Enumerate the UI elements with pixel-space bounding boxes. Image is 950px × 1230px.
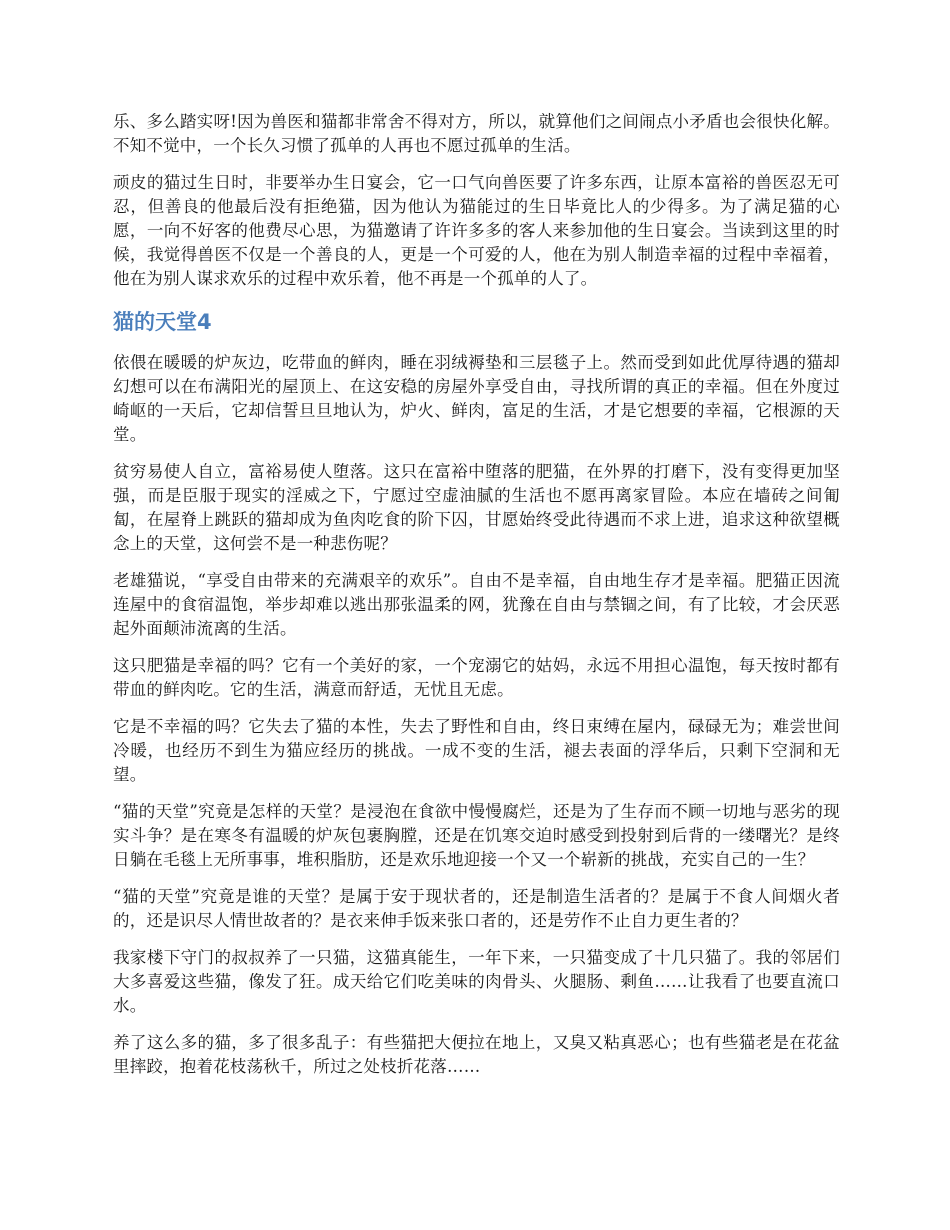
- paragraph: 老雄猫说，“享受自由带来的充满艰辛的欢乐”。自由不是幸福，自由地生存才是幸福。肥猫正因流连屋中的食宿温饱，举步却难以逃出那张温柔的网，犹豫在自由与禁锢之间，有了比较，才会厌恶起外面颠沛流离的生活。: [113, 571, 840, 638]
- paragraph: 贫穷易使人自立，富裕易使人堕落。这只在富裕中堕落的肥猫，在外界的打磨下，没有变得更加坚强，而是臣服于现实的淫威之下，宁愿过空虚油腻的生活也不愿再离家冒险。本应在墙砖之间匍匐，在屋脊上跳跃的猫却成为鱼肉吃食的阶下囚，甘愿始终受此待遇而不求上进，追求这种欲望概念上的天堂，这何尝不是一种悲伤呢？: [113, 462, 840, 553]
- document-body: [113, 110, 840, 1092]
- paragraph: 依偎在暖暖的炉灰边，吃带血的鲜肉，睡在羽绒褥垫和三层毯子上。然而受到如此优厚待遇的猫却幻想可以在布满阳光的屋顶上、在这安稳的房屋外享受自由，寻找所谓的真正的幸福。但在外度过崎岖的一天后，它却信誓旦旦地认为，炉火、鲜肉，富足的生活，才是它想要的幸福，它根源的天堂。: [113, 353, 840, 444]
- paragraph: 顽皮的猫过生日时，非要举办生日宴会，它一口气向兽医要了许多东西，让原本富裕的兽医忍无可忍，但善良的他最后没有拒绝猫，因为他认为猫能过的生日毕竟比人的少得多。为了满足猫的心愿，一向不好客的他费尽心思，为猫邀请了许许多多的客人来参加他的生日宴会。当读到这里的时候，我觉得兽医不仅是一个善良的人，更是一个可爱的人，他在为别人制造幸福的过程中幸福着，他在为别人谋求欢乐的过程中欢乐着，他不再是一个孤单的人了。: [113, 173, 840, 288]
- paragraph: “猫的天堂”究竟是谁的天堂？是属于安于现状者的，还是制造生活者的？是属于不食人间烟火者的，还是识尽人情世故者的？是衣来伸手饭来张口者的，还是劳作不止自力更生者的？: [113, 887, 840, 930]
- paragraph: 养了这么多的猫，多了很多乱子：有些猫把大便拉在地上，又臭又粘真恶心；也有些猫老是在花盆里摔跤，抱着花枝荡秋千，所过之处枝折花落……: [113, 1033, 840, 1076]
- paragraph: 乐、多么踏实呀!因为兽医和猫都非常舍不得对方，所以，就算他们之间闹点小矛盾也会很快化解。不知不觉中，一个长久习惯了孤单的人再也不愿过孤单的生活。: [113, 112, 840, 155]
- paragraph: 这只肥猫是幸福的吗？它有一个美好的家，一个宠溺它的姑妈，永远不用担心温饱，每天按时都有带血的鲜肉吃。它的生活，满意而舒适，无忧且无虑。: [113, 656, 840, 699]
- paragraph: “猫的天堂”究竟是怎样的天堂？是浸泡在食欲中慢慢腐烂，还是为了生存而不顾一切地与恶劣的现实斗争？是在寒冬有温暖的炉灰包裹胸膛，还是在饥寒交迫时感受到投射到后背的一缕曙光？是终日躺在毛毯上无所事事，堆积脂肪，还是欢乐地迎接一个又一个崭新的挑战，充实自己的一生？: [113, 802, 840, 869]
- section-heading: 猫的天堂4: [113, 310, 212, 334]
- paragraph: 它是不幸福的吗？它失去了猫的本性，失去了野性和自由，终日束缚在屋内，碌碌无为；难尝世间冷暖，也经历不到生为猫应经历的挑战。一成不变的生活，褪去表面的浮华后，只剩下空洞和无望。: [113, 717, 840, 784]
- paragraph: 我家楼下守门的叔叔养了一只猫，这猫真能生，一年下来，一只猫变成了十几只猫了。我的邻居们大多喜爱这些猫，像发了狂。成天给它们吃美味的肉骨头、火腿肠、剩鱼……让我看了也要直流口水。: [113, 948, 840, 1015]
